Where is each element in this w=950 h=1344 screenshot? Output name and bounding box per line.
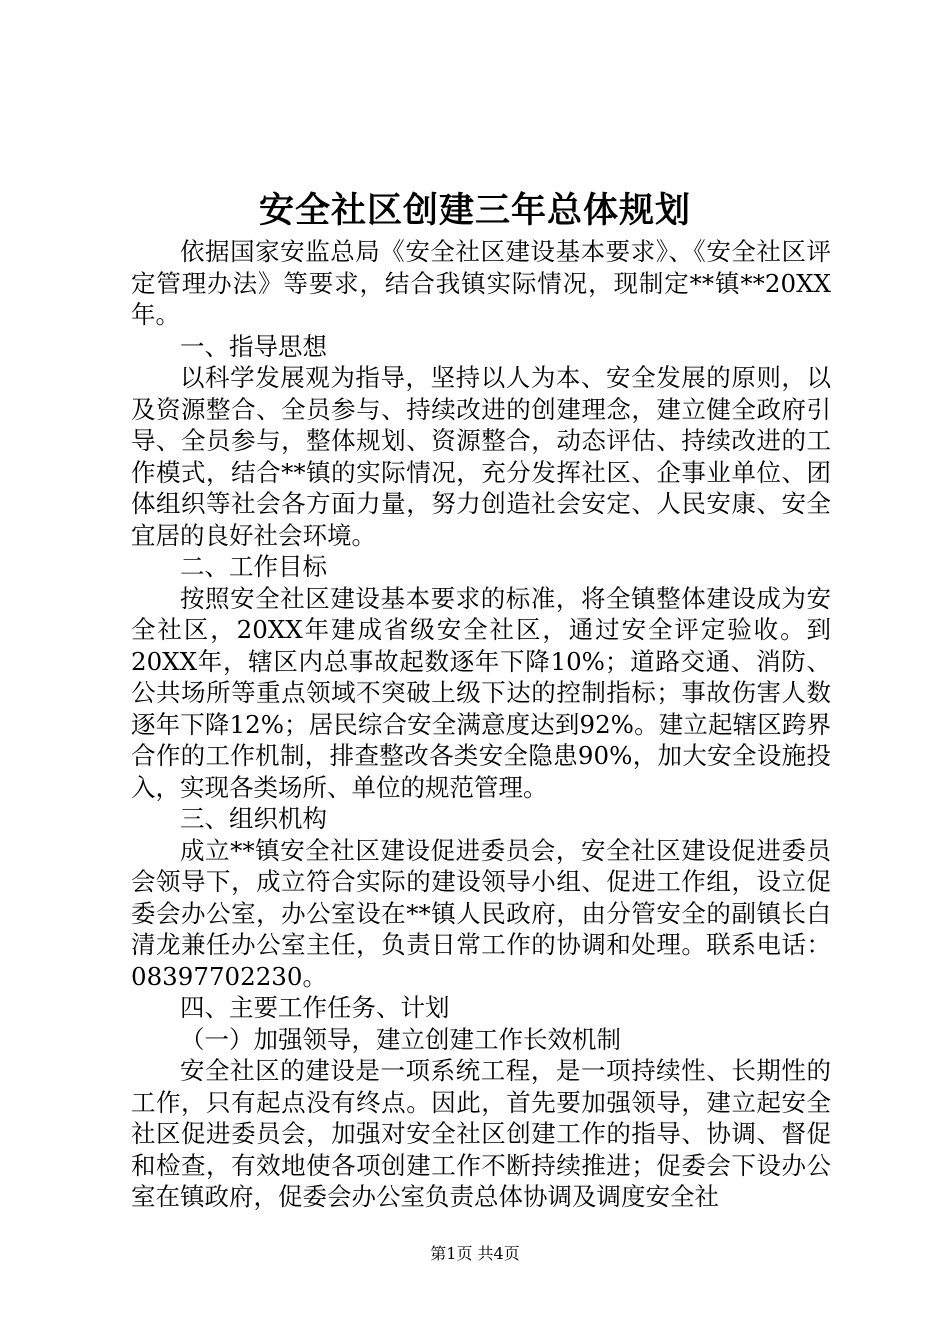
document-title: 安全社区创建三年总体规划 — [258, 190, 691, 231]
page-number-footer: 第1页 共4页 — [430, 1244, 520, 1263]
document-body — [131, 236, 831, 1213]
section-heading-work-goals: 二、工作目标 — [180, 552, 327, 581]
section-heading-guiding-ideology: 一、指导思想 — [180, 331, 327, 361]
section-heading-main-tasks: 四、主要工作任务、计划 — [180, 993, 450, 1022]
subsection-heading-leadership: （一）加强领导，建立创建工作长效机制 — [180, 1024, 621, 1054]
organization-paragraph: 成立**镇安全社区建设促进委员会，安全社区建设促进委员会领导下，成立符合实际的建设领导小组、促进工作组，设立促委会办公室，办公室设在**镇人民政府，由分管安全的副镇长白清龙兼任办公室主任，负责日常工作的协调和处理。联系电话：08397702230。 — [131, 835, 831, 991]
leadership-paragraph: 安全社区的建设是一项系统工程，是一项持续性、长期性的工作，只有起点没有终点。因此，首先要加强领导，建立起安全社区促进委员会，加强对安全社区创建工作的指导、协调、督促和检查，有效地使各项创建工作不断持续推进；促委会下设办公室在镇政府，促委会办公室负责总体协调及调度安全社 — [131, 1056, 831, 1211]
work-goals-paragraph: 按照安全社区建设基本要求的标准，将全镇整体建设成为安全社区，20XX年建成省级安全社区，通过安全评定验收。到20XX年，辖区内总事故起数逐年下降10%；道路交通、消防、公共场所等重点领域不突破上级下达的控制指标；事故伤害人数逐年下降12%；居民综合安全满意度达到92%。建立起辖区跨界合作的工作机制，排查整改各类安全隐患90%，加大安全设施投入，实现各类场所、单位的规范管理。 — [131, 583, 831, 802]
guiding-ideology-paragraph: 以科学发展观为指导，坚持以人为本、安全发展的原则，以及资源整合、全员参与、持续改进的创建理念，建立健全政府引导、全员参与，整体规划、资源整合，动态评估、持续改进的工作模式，结合**镇的实际情况，充分发挥社区、企事业单位、团体组织等社会各方面力量，努力创造社会安定、人民安康、安全宜居的良好社会环境。 — [131, 363, 831, 550]
section-heading-organization: 三、组织机构 — [180, 804, 327, 833]
intro-paragraph: 依据国家安监总局《安全社区建设基本要求》、《安全社区评定管理办法》等要求，结合我镇实际情况，现制定**镇**20XX年。 — [131, 237, 831, 329]
